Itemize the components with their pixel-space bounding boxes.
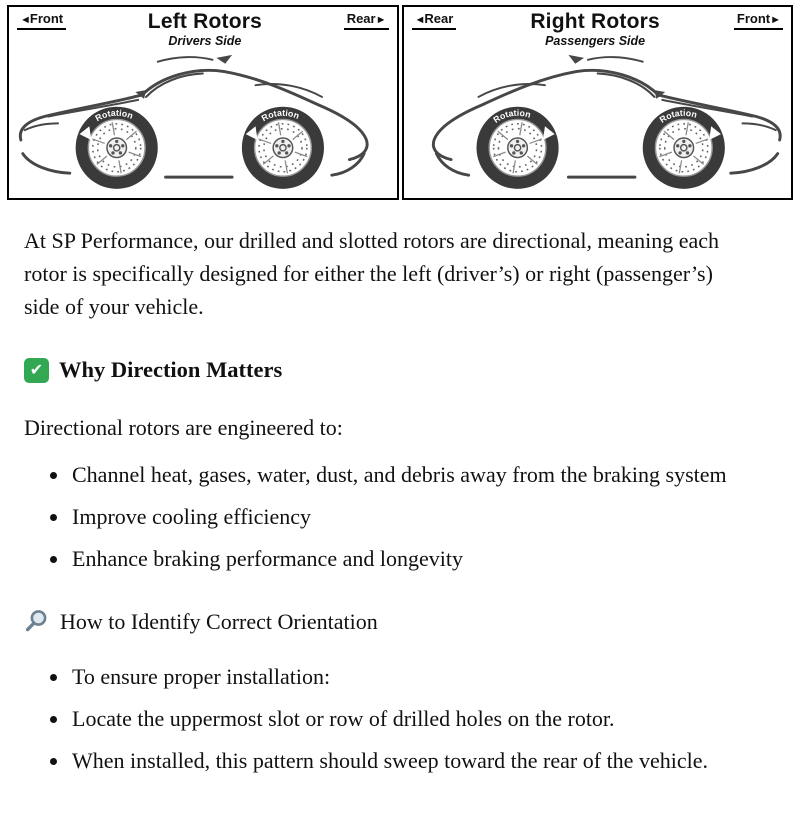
right-car-illustration bbox=[410, 50, 786, 197]
heading-text: Why Direction Matters bbox=[59, 357, 283, 383]
right-panel-title-wrap bbox=[530, 10, 660, 49]
engineered-lead: Directional rotors are engineered to: bbox=[24, 414, 343, 440]
orientation-list bbox=[24, 660, 770, 777]
left-panel-subtitle: Drivers Side bbox=[168, 34, 242, 49]
left-car-illustration bbox=[15, 50, 391, 197]
list-item: • To ensure proper installation: bbox=[70, 660, 736, 693]
why-direction-list bbox=[24, 458, 770, 575]
arrow-right-icon: ► bbox=[770, 14, 780, 26]
page bbox=[0, 5, 800, 814]
intro-paragraph: At SP Performance, our drilled and slotted rotors are directional, meaning each rotor is specifically designed for either the left (driver’s) or right (passenger’s) side of your vehicle. bbox=[24, 228, 720, 320]
arrow-right-icon: ► bbox=[375, 14, 386, 26]
arrow-left-icon: ◄ bbox=[20, 14, 30, 26]
article-body bbox=[0, 200, 800, 814]
rear-direction-label bbox=[412, 11, 457, 30]
left-panel-header bbox=[15, 10, 391, 49]
left-rotors-panel bbox=[7, 5, 399, 200]
svg-text:Rotation: Rotation bbox=[657, 107, 698, 125]
magnifier-icon bbox=[24, 608, 50, 634]
right-panel-title: Right Rotors bbox=[530, 10, 660, 33]
list-item: • Improve cooling efficiency bbox=[70, 500, 736, 533]
orientation-heading bbox=[24, 605, 770, 638]
front-direction-label bbox=[17, 11, 66, 30]
front-wheel bbox=[642, 106, 724, 188]
list-item: • Enhance braking performance and longevity bbox=[70, 542, 736, 575]
arrow-left-icon: ◄ bbox=[414, 14, 425, 26]
list-item: • Channel heat, gases, water, dust, and debris away from the braking system bbox=[70, 458, 736, 491]
direction-text: Rear bbox=[346, 11, 376, 26]
list-item: • When installed, this pattern should sweep toward the rear of the vehicle. bbox=[70, 744, 736, 777]
right-panel-subtitle: Passengers Side bbox=[545, 34, 646, 49]
rotor-direction-diagram bbox=[7, 5, 793, 200]
why-direction-heading bbox=[24, 353, 770, 387]
svg-text:Rotation: Rotation bbox=[93, 107, 135, 123]
direction-text: Rear bbox=[424, 11, 454, 26]
right-rotors-panel bbox=[402, 5, 794, 200]
heading-text: How to Identify Correct Orientation bbox=[60, 608, 378, 634]
right-panel-header bbox=[410, 10, 786, 49]
direction-text: Front bbox=[736, 11, 771, 26]
svg-text:Rotation: Rotation bbox=[259, 107, 301, 123]
left-panel-title: Left Rotors bbox=[147, 10, 262, 33]
rear-direction-label bbox=[344, 11, 389, 30]
direction-text: Front bbox=[29, 11, 64, 26]
front-wheel bbox=[76, 106, 158, 188]
front-direction-label bbox=[734, 11, 783, 30]
rear-wheel bbox=[242, 106, 324, 188]
list-item: • Locate the uppermost slot or row of drilled holes on the rotor. bbox=[70, 702, 736, 735]
rear-wheel bbox=[476, 106, 558, 188]
left-panel-title-wrap bbox=[148, 10, 262, 49]
check-icon: ✔ bbox=[24, 358, 49, 383]
svg-text:Rotation: Rotation bbox=[490, 107, 532, 125]
